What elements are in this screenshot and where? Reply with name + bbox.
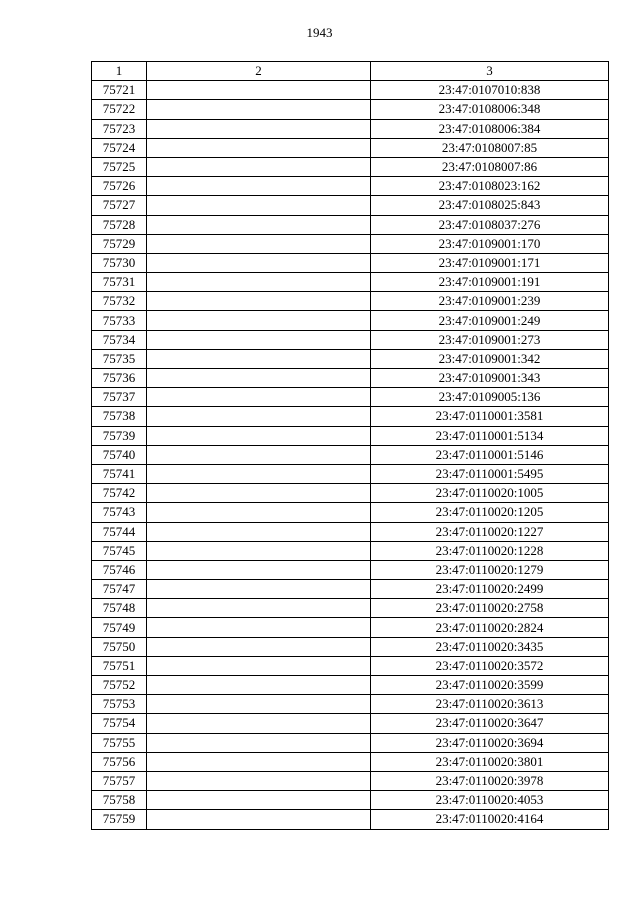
table-row xyxy=(92,484,609,503)
table-row xyxy=(92,138,609,157)
row-blank-cell xyxy=(147,733,371,752)
table-row xyxy=(92,292,609,311)
table-row xyxy=(92,810,609,829)
row-blank-cell xyxy=(147,637,371,656)
row-number-cell: 75733 xyxy=(92,311,147,330)
cadastral-number-cell: 23:47:0109001:249 xyxy=(371,311,609,330)
row-number-cell: 75755 xyxy=(92,733,147,752)
table-row xyxy=(92,349,609,368)
cadastral-number-cell: 23:47:0110020:3613 xyxy=(371,695,609,714)
table-row xyxy=(92,771,609,790)
row-number-cell: 75725 xyxy=(92,157,147,176)
cadastral-number-cell: 23:47:0108023:162 xyxy=(371,177,609,196)
row-number-cell: 75750 xyxy=(92,637,147,656)
cadastral-number-cell: 23:47:0110001:5146 xyxy=(371,445,609,464)
row-blank-cell xyxy=(147,426,371,445)
row-blank-cell xyxy=(147,253,371,272)
table-header-row xyxy=(92,62,609,81)
table-row xyxy=(92,599,609,618)
cadastral-number-cell: 23:47:0110020:3572 xyxy=(371,656,609,675)
row-blank-cell xyxy=(147,676,371,695)
cadastral-number-cell: 23:47:0110020:2824 xyxy=(371,618,609,637)
row-blank-cell xyxy=(147,522,371,541)
row-number-cell: 75734 xyxy=(92,330,147,349)
cadastral-number-cell: 23:47:0109001:273 xyxy=(371,330,609,349)
row-number-cell: 75726 xyxy=(92,177,147,196)
row-number-cell: 75757 xyxy=(92,771,147,790)
table-row xyxy=(92,119,609,138)
cadastral-number-cell: 23:47:0110020:3978 xyxy=(371,771,609,790)
row-blank-cell xyxy=(147,484,371,503)
row-blank-cell xyxy=(147,330,371,349)
table-row xyxy=(92,311,609,330)
row-blank-cell xyxy=(147,407,371,426)
row-number-cell: 75742 xyxy=(92,484,147,503)
table-row xyxy=(92,407,609,426)
row-blank-cell xyxy=(147,541,371,560)
row-blank-cell xyxy=(147,714,371,733)
cadastral-number-cell: 23:47:0108006:348 xyxy=(371,100,609,119)
cadastral-number-cell: 23:47:0109001:170 xyxy=(371,234,609,253)
row-blank-cell xyxy=(147,771,371,790)
table-row xyxy=(92,253,609,272)
row-number-cell: 75730 xyxy=(92,253,147,272)
row-number-cell: 75752 xyxy=(92,676,147,695)
row-blank-cell xyxy=(147,464,371,483)
cadastral-number-cell: 23:47:0108007:86 xyxy=(371,157,609,176)
table-row xyxy=(92,330,609,349)
row-blank-cell xyxy=(147,273,371,292)
table-row xyxy=(92,369,609,388)
table-row xyxy=(92,676,609,695)
cadastral-number-cell: 23:47:0108037:276 xyxy=(371,215,609,234)
table-row xyxy=(92,541,609,560)
row-blank-cell xyxy=(147,752,371,771)
cadastral-number-cell: 23:47:0110020:3647 xyxy=(371,714,609,733)
cadastral-number-cell: 23:47:0108006:384 xyxy=(371,119,609,138)
table-row xyxy=(92,157,609,176)
row-blank-cell xyxy=(147,560,371,579)
cadastral-number-cell: 23:47:0110020:2499 xyxy=(371,580,609,599)
row-number-cell: 75735 xyxy=(92,349,147,368)
table-row xyxy=(92,388,609,407)
table-row xyxy=(92,234,609,253)
table-row xyxy=(92,196,609,215)
row-number-cell: 75724 xyxy=(92,138,147,157)
registry-table xyxy=(91,61,609,830)
table-row xyxy=(92,503,609,522)
cadastral-number-cell: 23:47:0108025:843 xyxy=(371,196,609,215)
cadastral-number-cell: 23:47:0110001:5495 xyxy=(371,464,609,483)
cadastral-number-cell: 23:47:0110020:3801 xyxy=(371,752,609,771)
cadastral-number-cell: 23:47:0110020:3435 xyxy=(371,637,609,656)
table-body xyxy=(92,81,609,829)
row-blank-cell xyxy=(147,810,371,829)
table-row xyxy=(92,752,609,771)
row-number-cell: 75722 xyxy=(92,100,147,119)
table-row xyxy=(92,656,609,675)
row-blank-cell xyxy=(147,157,371,176)
cadastral-number-cell: 23:47:0109001:239 xyxy=(371,292,609,311)
row-number-cell: 75754 xyxy=(92,714,147,733)
row-number-cell: 75738 xyxy=(92,407,147,426)
row-number-cell: 75759 xyxy=(92,810,147,829)
column-header-3: 3 xyxy=(371,62,609,81)
cadastral-number-cell: 23:47:0110001:3581 xyxy=(371,407,609,426)
row-blank-cell xyxy=(147,599,371,618)
cadastral-number-cell: 23:47:0110020:1228 xyxy=(371,541,609,560)
table-row xyxy=(92,560,609,579)
row-number-cell: 75731 xyxy=(92,273,147,292)
cadastral-number-cell: 23:47:0110020:2758 xyxy=(371,599,609,618)
row-number-cell: 75728 xyxy=(92,215,147,234)
table-row xyxy=(92,580,609,599)
table-row xyxy=(92,618,609,637)
cadastral-number-cell: 23:47:0110020:3599 xyxy=(371,676,609,695)
row-blank-cell xyxy=(147,791,371,810)
row-number-cell: 75747 xyxy=(92,580,147,599)
page-number: 1943 xyxy=(306,25,333,40)
row-number-cell: 75751 xyxy=(92,656,147,675)
row-blank-cell xyxy=(147,349,371,368)
cadastral-number-cell: 23:47:0110020:4053 xyxy=(371,791,609,810)
cadastral-number-cell: 23:47:0109005:136 xyxy=(371,388,609,407)
table-row xyxy=(92,695,609,714)
row-number-cell: 75739 xyxy=(92,426,147,445)
row-number-cell: 75740 xyxy=(92,445,147,464)
row-number-cell: 75745 xyxy=(92,541,147,560)
cadastral-number-cell: 23:47:0110020:1005 xyxy=(371,484,609,503)
table-row xyxy=(92,445,609,464)
table-row xyxy=(92,177,609,196)
row-number-cell: 75732 xyxy=(92,292,147,311)
row-blank-cell xyxy=(147,369,371,388)
row-number-cell: 75741 xyxy=(92,464,147,483)
row-blank-cell xyxy=(147,100,371,119)
row-blank-cell xyxy=(147,388,371,407)
cadastral-number-cell: 23:47:0107010:838 xyxy=(371,81,609,100)
row-blank-cell xyxy=(147,119,371,138)
row-number-cell: 75729 xyxy=(92,234,147,253)
row-number-cell: 75737 xyxy=(92,388,147,407)
row-number-cell: 75744 xyxy=(92,522,147,541)
column-header-2: 2 xyxy=(147,62,371,81)
table-row xyxy=(92,791,609,810)
table-row xyxy=(92,464,609,483)
cadastral-number-cell: 23:47:0110020:3694 xyxy=(371,733,609,752)
table-row xyxy=(92,273,609,292)
row-blank-cell xyxy=(147,445,371,464)
row-number-cell: 75743 xyxy=(92,503,147,522)
row-blank-cell xyxy=(147,656,371,675)
cadastral-number-cell: 23:47:0110001:5134 xyxy=(371,426,609,445)
row-blank-cell xyxy=(147,138,371,157)
row-number-cell: 75727 xyxy=(92,196,147,215)
row-number-cell: 75723 xyxy=(92,119,147,138)
table-row xyxy=(92,522,609,541)
cadastral-number-cell: 23:47:0109001:342 xyxy=(371,349,609,368)
row-blank-cell xyxy=(147,215,371,234)
row-blank-cell xyxy=(147,311,371,330)
table-row xyxy=(92,426,609,445)
row-number-cell: 75756 xyxy=(92,752,147,771)
table-row xyxy=(92,733,609,752)
row-number-cell: 75736 xyxy=(92,369,147,388)
cadastral-number-cell: 23:47:0109001:343 xyxy=(371,369,609,388)
row-number-cell: 75749 xyxy=(92,618,147,637)
row-blank-cell xyxy=(147,618,371,637)
table-row xyxy=(92,714,609,733)
cadastral-number-cell: 23:47:0110020:1205 xyxy=(371,503,609,522)
cadastral-number-cell: 23:47:0109001:191 xyxy=(371,273,609,292)
row-blank-cell xyxy=(147,695,371,714)
row-number-cell: 75748 xyxy=(92,599,147,618)
column-header-1: 1 xyxy=(92,62,147,81)
row-blank-cell xyxy=(147,292,371,311)
table-row xyxy=(92,215,609,234)
row-number-cell: 75758 xyxy=(92,791,147,810)
row-blank-cell xyxy=(147,234,371,253)
row-number-cell: 75746 xyxy=(92,560,147,579)
cadastral-number-cell: 23:47:0109001:171 xyxy=(371,253,609,272)
cadastral-number-cell: 23:47:0110020:1279 xyxy=(371,560,609,579)
cadastral-number-cell: 23:47:0110020:4164 xyxy=(371,810,609,829)
row-blank-cell xyxy=(147,177,371,196)
table-row xyxy=(92,100,609,119)
cadastral-number-cell: 23:47:0110020:1227 xyxy=(371,522,609,541)
row-blank-cell xyxy=(147,81,371,100)
table-row xyxy=(92,81,609,100)
row-blank-cell xyxy=(147,196,371,215)
row-number-cell: 75753 xyxy=(92,695,147,714)
row-blank-cell xyxy=(147,580,371,599)
table-row xyxy=(92,637,609,656)
row-number-cell: 75721 xyxy=(92,81,147,100)
cadastral-number-cell: 23:47:0108007:85 xyxy=(371,138,609,157)
row-blank-cell xyxy=(147,503,371,522)
